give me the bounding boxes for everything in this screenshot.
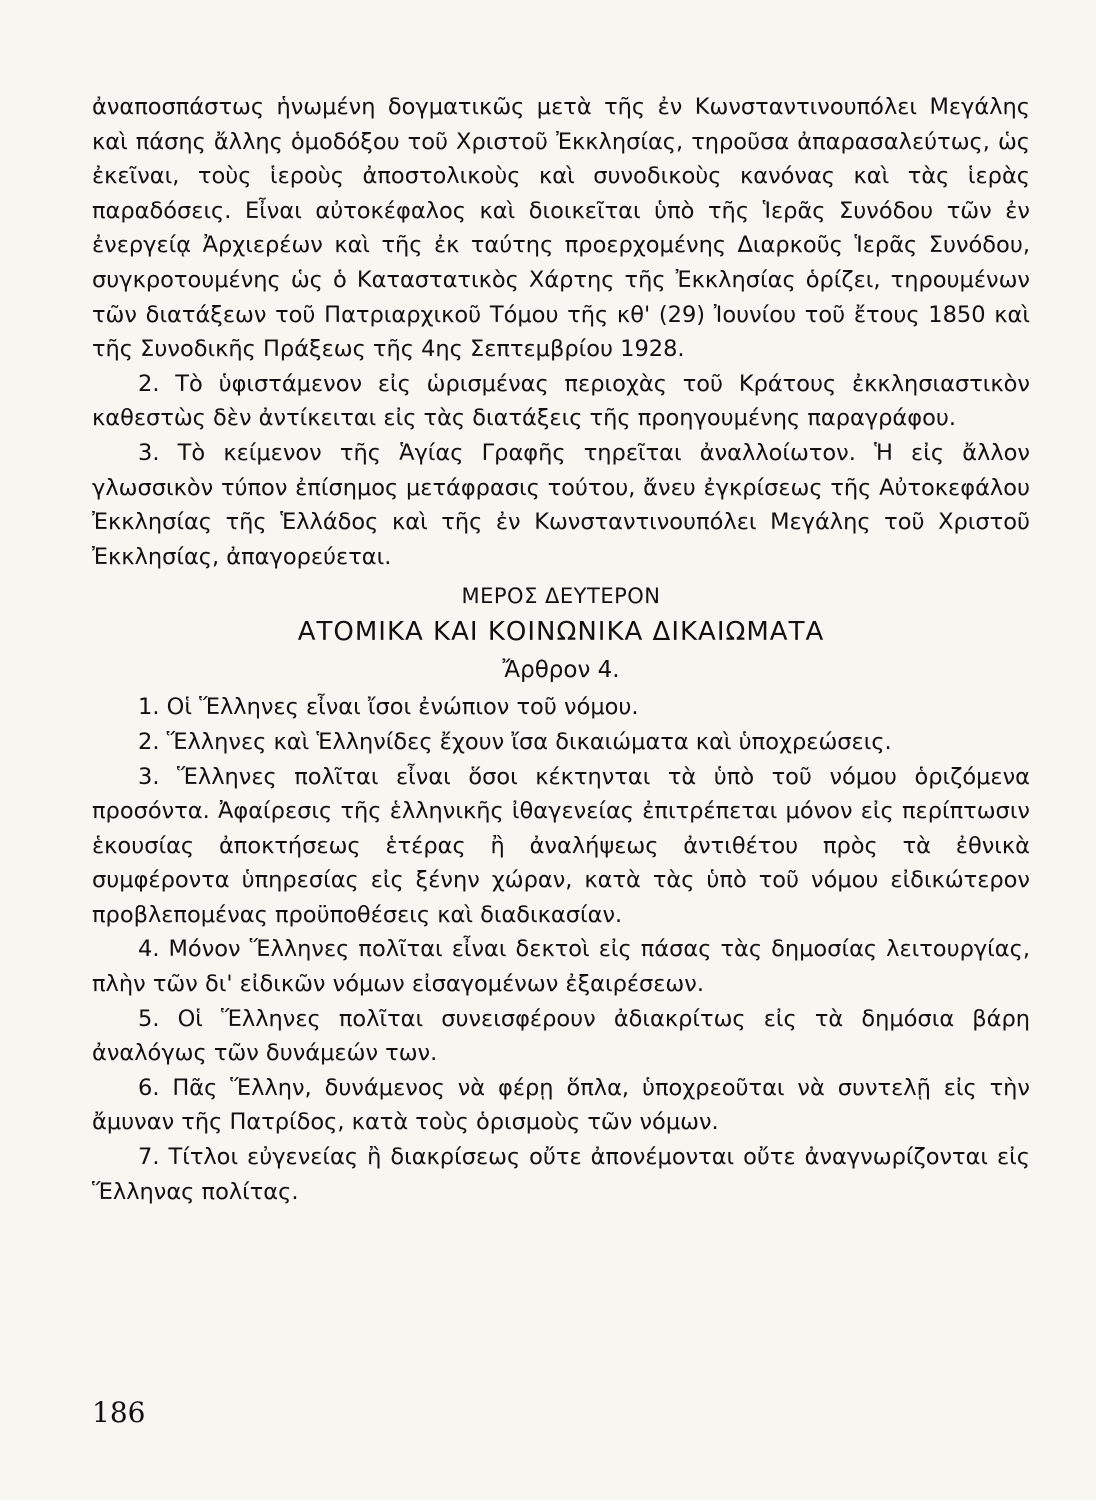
page-number: 186 [92,1396,146,1429]
continuation-paragraph: ἀναποσπάστως ἡνωμένη δογματικῶς μετὰ τῆς ἐν Κωνσταντινουπόλει Μεγάλης καὶ πάσης ἄλλης ὁμοδόξου τοῦ Χριστοῦ Ἐκκλησίας, τηροῦσα ἀπαρασαλεύτως, ὡς ἐκεῖναι, τοὺς ἱεροὺς ἀποστολικοὺς καὶ συνοδικοὺς κανόνας καὶ τὰς ἱερὰς παραδόσεις. Εἶναι αὐτοκέφαλος καὶ διοικεῖται ὑπὸ τῆς Ἱερᾶς Συνόδου τῶν ἐν ἐνεργείᾳ Ἀρχιερέων καὶ τῆς ἐκ ταύτης προερχομένης Διαρκοῦς Ἱερᾶς Συνόδου, συγκροτουμένης ὡς ὁ Καταστατικὸς Χάρτης τῆς Ἐκκλησίας ὁρίζει, τηρουμένων τῶν διατάξεων τοῦ Πατριαρχικοῦ Τόμου τῆς κθ' (29) Ἰουνίου τοῦ ἔτους 1850 καὶ τῆς Συνοδικῆς Πράξεως τῆς 4ης Σεπτεμβρίου 1928. [92,94,1030,363]
article-heading: Ἄρθρον 4. [502,657,620,684]
section-label: ΜΕΡΟΣ ΔΕΥΤΕΡΟΝ [461,584,661,609]
article-4-paragraph-2: 2. Ἕλληνες καὶ Ἑλληνίδες ἔχουν ἴσα δικαιώματα καὶ ὑποχρεώσεις. [138,728,892,755]
section-title: ΑΤΟΜΙΚΑ ΚΑΙ ΚΟΙΝΩΝΙΚΑ ΔΙΚΑΙΩΜΑΤΑ [297,617,825,648]
page-body [92,90,1030,1209]
article-4-paragraph-1: 1. Οἱ Ἕλληνες εἶναι ἴσοι ἐνώπιον τοῦ νόμου. [138,694,639,721]
article-4-paragraph-5: 5. Οἱ Ἕλληνες πολῖται συνεισφέρουν ἀδιακρίτως εἰς τὰ δημόσια βάρη ἀναλόγως τῶν δυνάμεών των. [92,1005,1030,1067]
paragraph-2: 2. Τὸ ὑφιστάμενον εἰς ὡρισμένας περιοχὰς τοῦ Κράτους ἐκκλησιαστικὸν καθεστὼς δὲν ἀντίκειται εἰς τὰς διατάξεις τῆς προηγουμένης παραγράφου. [92,370,1030,432]
article-4-paragraph-6: 6. Πᾶς Ἕλλην, δυνάμενος νὰ φέρῃ ὅπλα, ὑποχρεοῦται νὰ συντελῇ εἰς τὴν ἄμυναν τῆς Πατρίδος, κατὰ τοὺς ὁρισμοὺς τῶν νόμων. [92,1074,1030,1136]
article-4-paragraph-7: 7. Τίτλοι εὐγενείας ἢ διακρίσεως οὔτε ἀπονέμονται οὔτε ἀναγνωρίζονται εἰς Ἕλληνας πολίτας. [92,1144,1030,1205]
article-4-paragraph-3: 3. Ἕλληνες πολῖται εἶναι ὅσοι κέκτηνται τὰ ὑπὸ τοῦ νόμου ὁριζόμενα προσόντα. Ἀφαίρεσις τῆς ἑλληνικῆς ἰθαγενείας ἐπιτρέπεται μόνον εἰς περίπτωσιν ἑκουσίας ἀποκτήσεως ἑτέρας ἢ ἀναλήψεως ἀντιθέτου πρὸς τὰ ἐθνικὰ συμφέροντα ὑπηρεσίας εἰς ξένην χώραν, κατὰ τὰς ὑπὸ τοῦ νόμου εἰδικώτερον προβλεπομένας προϋποθέσεις καὶ διαδικασίαν. [92,763,1030,928]
paragraph-3: 3. Τὸ κείμενον τῆς Ἁγίας Γραφῆς τηρεῖται ἀναλλοίωτον. Ἡ εἰς ἄλλον γλωσσικὸν τύπον ἐπίσημος μετάφρασις τούτου, ἄνευ ἐγκρίσεως τῆς Αὐτοκεφάλου Ἐκκλησίας τῆς Ἑλλάδος καὶ τῆς ἐν Κωνσταντινουπόλει Μεγάλης τοῦ Χριστοῦ Ἐκκλησίας, ἀπαγορεύεται. [92,439,1030,570]
article-4-paragraph-4: 4. Μόνον Ἕλληνες πολῖται εἶναι δεκτοὶ εἰς πάσας τὰς δημοσίας λειτουργίας, πλὴν τῶν δι' εἰδικῶν νόμων εἰσαγομένων ἐξαιρέσεων. [92,936,1030,998]
